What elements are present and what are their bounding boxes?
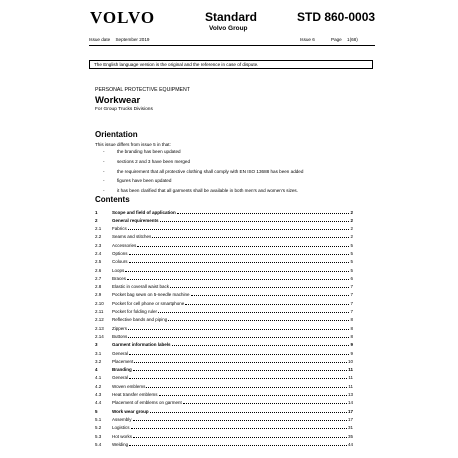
toc-entry-title: Pocket bag sewn on 5-needle machine — [112, 292, 190, 298]
toc-entry-title: Work wear group — [112, 408, 149, 414]
toc-entry-number: 4.3 — [95, 392, 102, 398]
toc-entry-title: Elastic in coverall waist back — [112, 284, 170, 290]
header-divider — [89, 45, 375, 46]
toc-leader — [125, 265, 349, 272]
orientation-heading: Orientation — [95, 130, 138, 139]
toc-leader — [129, 373, 347, 380]
toc-entry-title: General — [112, 375, 129, 381]
toc-entry-title: Placement of emblems on garment — [112, 400, 182, 406]
toc-entry[interactable] — [95, 207, 353, 215]
toc-entry[interactable] — [95, 373, 353, 381]
toc-entry-title: Zippers — [112, 325, 128, 331]
changes-list — [103, 149, 303, 198]
toc-entry-number: 4.4 — [95, 400, 102, 406]
toc-entry-number: 2 — [95, 217, 98, 223]
toc-leader — [177, 207, 350, 214]
toc-entry[interactable] — [95, 248, 353, 256]
toc-entry[interactable] — [95, 315, 353, 323]
change-item: - it has been clarified that all garments shall be available in both men's and women's sizes. — [103, 188, 299, 194]
toc-entry[interactable] — [95, 365, 353, 373]
toc-entry-number: 2.10 — [95, 300, 104, 306]
toc-entry[interactable] — [95, 290, 353, 298]
toc-leader — [185, 298, 349, 305]
toc-leader — [160, 215, 350, 222]
toc-entry-title: Braces — [112, 275, 127, 281]
toc-entry-page: 5 — [350, 267, 353, 273]
toc-leader — [131, 423, 347, 430]
toc-entry-number: 2.9 — [95, 292, 102, 298]
toc-entry-title: Welding — [112, 441, 129, 447]
toc-entry-page: 6 — [350, 275, 353, 281]
toc-entry-page: 7 — [350, 292, 353, 298]
issue-date — [89, 37, 149, 42]
toc-leader — [128, 224, 350, 231]
toc-entry-page: 7 — [350, 284, 353, 290]
toc-entry-title: Assembly — [112, 416, 132, 422]
toc-entry-page: 2 — [350, 217, 353, 223]
toc-entry-number: 5.3 — [95, 433, 102, 439]
toc-entry-page: 8 — [350, 317, 353, 323]
toc-entry-title: Woven emblems — [112, 383, 146, 389]
toc-entry-page: 10 — [347, 358, 353, 364]
standard-title: Standard — [205, 10, 258, 24]
toc-leader — [133, 414, 347, 421]
toc-entry-page: 13 — [347, 392, 353, 398]
issue-number: Issue 6 — [300, 37, 315, 42]
toc-leader — [146, 381, 347, 388]
toc-entry-title: General — [112, 350, 129, 356]
toc-entry[interactable] — [95, 414, 353, 422]
toc-leader — [129, 439, 347, 446]
toc-entry-page: 7 — [350, 309, 353, 315]
toc-entry-title: Options — [112, 250, 128, 256]
toc-entry-number: 2.5 — [95, 259, 102, 265]
toc-entry-number: 2.2 — [95, 234, 102, 240]
toc-entry-number: 2.3 — [95, 242, 102, 248]
toc-entry-title: Accessories — [112, 242, 137, 248]
toc-entry-number: 2.13 — [95, 325, 104, 331]
toc-entry-title: Logistics — [112, 425, 130, 431]
toc-entry-title: Placement — [112, 358, 134, 364]
toc-entry[interactable] — [95, 224, 353, 232]
toc-entry[interactable] — [95, 348, 353, 356]
contents-heading: Contents — [95, 195, 130, 204]
toc-entry-number: 2.1 — [95, 226, 102, 232]
toc-entry-number: 2.4 — [95, 250, 102, 256]
toc-entry-number: 5 — [95, 408, 98, 414]
toc-entry[interactable] — [95, 331, 353, 339]
toc-entry-page: 7 — [350, 300, 353, 306]
change-item: - the branding has been updated — [103, 149, 181, 154]
toc-entry[interactable] — [95, 398, 353, 406]
toc-entry-title: Garment information labels — [112, 342, 171, 348]
toc-leader — [128, 323, 349, 330]
toc-entry-page: 8 — [350, 333, 353, 339]
toc-leader — [127, 273, 349, 280]
toc-entry-page: 17 — [347, 416, 353, 422]
language-notice: The English language version is the original and the reference in case of dispute. — [89, 60, 373, 69]
toc-entry[interactable] — [95, 282, 353, 290]
toc-entry-page: 11 — [348, 367, 353, 373]
toc-entry-number: 3.1 — [95, 350, 102, 356]
standard-number: STD 860-0003 — [297, 10, 376, 24]
issue-date-value: September 2019 — [115, 37, 150, 42]
toc-leader — [191, 290, 350, 297]
toc-entry[interactable] — [95, 431, 353, 439]
toc-entry-number: 1 — [95, 209, 98, 215]
toc-entry[interactable] — [95, 240, 353, 248]
change-item: - figures have been updated — [103, 178, 172, 184]
toc-entry-page: 2 — [350, 234, 353, 240]
document-title: Workwear — [95, 95, 141, 106]
change-item: - sections 2 and 3 have been merged — [103, 158, 191, 164]
volvo-logo: VOLVO — [90, 8, 156, 27]
toc-entry-number: 5.1 — [95, 416, 102, 422]
toc-entry[interactable] — [95, 323, 353, 331]
toc-entry[interactable] — [95, 356, 353, 364]
document-category: PERSONAL PROTECTIVE EQUIPMENT — [95, 87, 190, 93]
orientation-intro: This issue differs from issue 5 in that: — [95, 142, 171, 147]
toc-entry[interactable] — [95, 340, 353, 348]
toc-entry-number: 5.2 — [95, 425, 102, 431]
toc-entry-title: Pocket for cell phone or smartphone — [112, 300, 185, 306]
toc-entry-title: Hot works — [112, 433, 133, 439]
toc-entry-page: 9 — [350, 350, 353, 356]
toc-entry-number: 2.6 — [95, 267, 102, 273]
toc-entry[interactable] — [95, 381, 353, 389]
toc-entry-number: 4.2 — [95, 383, 102, 389]
change-item: - the requirement that all protective clothing shall comply with EN ISO 13688 has been added — [103, 168, 304, 174]
toc-entry-title: Seams and stitches — [112, 234, 152, 240]
toc-entry-page: 2 — [350, 209, 353, 215]
toc-entry-page: 5 — [350, 259, 353, 265]
toc-leader — [129, 348, 349, 355]
toc-entry-page: 35 — [347, 433, 353, 439]
toc-entry-page: 17 — [347, 408, 353, 414]
toc-entry-title: Fabrics — [112, 226, 127, 232]
toc-entry-number: 4 — [95, 367, 98, 373]
toc-entry-title: General requirements — [112, 217, 159, 223]
page-label: Page — [331, 37, 342, 42]
toc-entry[interactable] — [95, 423, 353, 431]
toc-entry-page: 11 — [348, 383, 353, 389]
toc-entry-number: 2.7 — [95, 275, 102, 281]
page-value: 1(68) — [347, 37, 358, 42]
toc-entry[interactable] — [95, 215, 353, 223]
toc-entry-title: Heat transfer emblems — [112, 392, 158, 398]
toc-entry-page: 5 — [350, 250, 353, 256]
toc-entry-title: Branding — [112, 367, 132, 373]
toc-leader — [133, 431, 347, 438]
toc-entry-number: 4.1 — [95, 375, 102, 381]
toc-leader — [133, 365, 347, 372]
toc-leader — [134, 356, 347, 363]
toc-entry[interactable] — [95, 257, 353, 265]
toc-leader — [128, 331, 349, 338]
toc-entry-page: 2 — [350, 226, 353, 232]
toc-entry-number: 2.11 — [95, 309, 104, 315]
toc-leader — [137, 240, 349, 247]
group-name: Volvo Group — [209, 25, 248, 32]
toc-leader — [152, 232, 349, 239]
toc-entry[interactable] — [95, 439, 353, 447]
toc-entry-title: Reflective bands and piping — [112, 317, 168, 323]
toc-entry-title: Pocket for folding ruler — [112, 309, 158, 315]
toc-entry[interactable] — [95, 298, 353, 306]
toc-leader — [159, 390, 347, 397]
toc-entry-page: 9 — [350, 342, 353, 348]
toc-entry-page: 31 — [347, 425, 353, 431]
toc-entry-number: 3.2 — [95, 358, 102, 364]
toc-leader — [170, 282, 349, 289]
toc-entry-number: 2.14 — [95, 333, 104, 339]
toc-entry-number: 2.8 — [95, 284, 102, 290]
toc-entry-number: 3 — [95, 342, 98, 348]
toc-leader — [129, 248, 350, 255]
toc-entry-page: 14 — [347, 400, 353, 406]
toc-leader — [168, 315, 349, 322]
toc-entry[interactable] — [95, 265, 353, 273]
toc-entry-title: Scope and field of application — [112, 209, 176, 215]
toc-leader — [158, 307, 349, 314]
toc-entry[interactable] — [95, 406, 353, 414]
toc-entry-number: 2.12 — [95, 317, 104, 323]
toc-leader — [129, 257, 350, 264]
toc-entry-page: 5 — [350, 242, 353, 248]
toc-leader — [172, 340, 350, 347]
toc-entry[interactable] — [95, 307, 353, 315]
toc-entry[interactable] — [95, 232, 353, 240]
issue-date-label: Issue date — [89, 37, 111, 42]
table-of-contents — [95, 207, 353, 448]
toc-leader — [183, 398, 347, 405]
toc-entry-page: 11 — [348, 375, 353, 381]
document-subtitle: For Group Trucks Divisions — [95, 107, 153, 112]
toc-entry-title: Buttons — [112, 333, 128, 339]
toc-entry-page: 8 — [350, 325, 353, 331]
toc-leader — [150, 406, 347, 413]
toc-entry-title: Colours — [112, 259, 128, 265]
toc-entry-title: Loops — [112, 267, 125, 273]
page-number — [331, 37, 358, 42]
toc-entry-number: 5.4 — [95, 441, 102, 447]
toc-entry[interactable] — [95, 390, 353, 398]
toc-entry-page: 44 — [347, 441, 353, 447]
toc-entry[interactable] — [95, 273, 353, 281]
